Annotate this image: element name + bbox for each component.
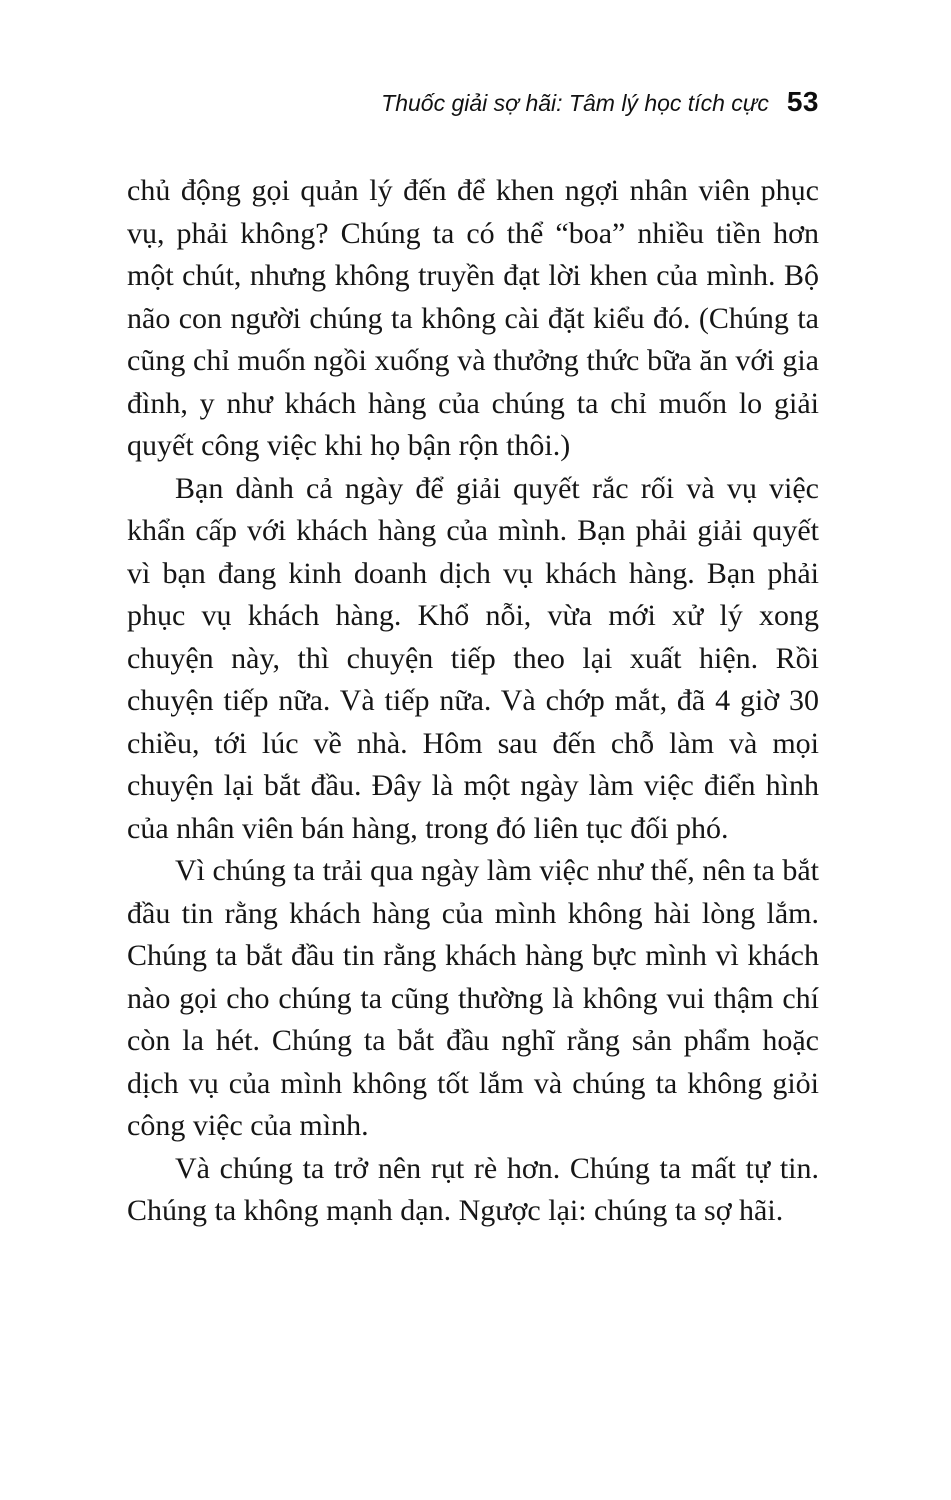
body-text [127, 170, 819, 1233]
page-number: 53 [786, 86, 819, 117]
paragraph-2: Bạn dành cả ngày để giải quyết rắc rối và vụ việc khẩn cấp với khách hàng của mình. Bạn phải giải quyết vì bạn đang kinh doanh dịch vụ khách hàng. Bạn phải phục vụ khách hàng. Khổ nỗi, vừa mới xử lý xong chuyện này, thì chuyện tiếp theo lại xuất hiện. Rồi chuyện tiếp nữa. Và tiếp nữa. Và chớp mắt, đã 4 giờ 30 chiều, tới lúc về nhà. Hôm sau đến chỗ làm và mọi chuyện lại bắt đầu. Đây là một ngày làm việc điển hình của nhân viên bán hàng, trong đó liên tục đối phó. [127, 471, 819, 845]
paragraph-1: chủ động gọi quản lý đến để khen ngợi nhân viên phục vụ, phải không? Chúng ta có thể “boa” nhiều tiền hơn một chút, nhưng không truyền đạt lời khen của mình. Bộ não con người chúng ta không cài đặt kiểu đó. (Chúng ta cũng chỉ muốn ngồi xuống và thưởng thức bữa ăn với gia đình, y như khách hàng của chúng ta chỉ muốn lo giải quyết công việc khi họ bận rộn thôi.) [127, 174, 819, 462]
paragraph-3: Vì chúng ta trải qua ngày làm việc như thế, nên ta bắt đầu tin rằng khách hàng của mình không hài lòng lắm. Chúng ta bắt đầu tin rằng khách hàng bực mình vì khách nào gọi cho chúng ta cũng thường là không vui thậm chí còn la hét. Chúng ta bắt đầu nghĩ rằng sản phẩm hoặc dịch vụ của mình không tốt lắm và chúng ta không giỏi công việc của mình. [127, 854, 819, 1142]
running-header [127, 86, 819, 118]
paragraph-4: Và chúng ta trở nên rụt rè hơn. Chúng ta mất tự tin. Chúng ta không mạnh dạn. Ngược lại: chúng ta sợ hãi. [127, 1151, 819, 1227]
running-title: Thuốc giải sợ hãi: Tâm lý học tích cực [381, 90, 769, 116]
